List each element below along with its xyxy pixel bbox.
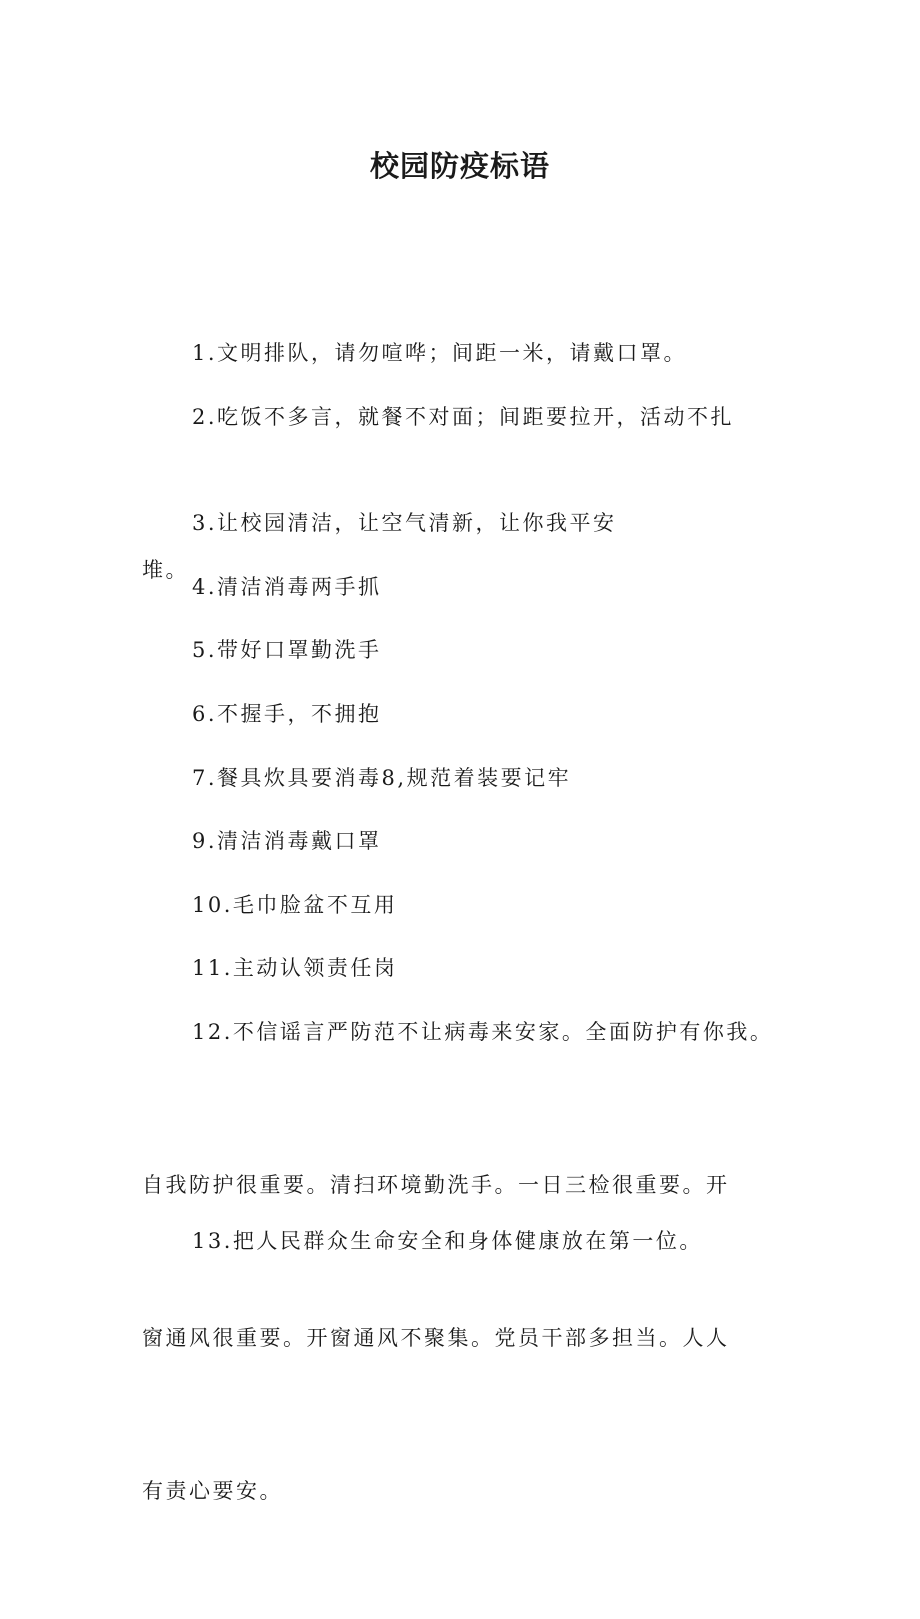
slogan-line: 13.把人民群众生命安全和身体健康放在第一位。	[192, 1229, 703, 1253]
slogan-item-13	[142, 1114, 802, 1369]
slogan-line: 自我防护很重要。清扫环境勤洗手。一日三检很重要。开	[142, 1173, 730, 1197]
slogan-line: 11.主动认领责任岗	[192, 956, 398, 980]
slogan-line: 5.带好口罩勤洗手	[192, 638, 382, 662]
slogan-line: 3.让校园清洁，让空气清新，让你我平安	[192, 511, 617, 535]
slogan-line: 10.毛巾脸盆不互用	[192, 893, 398, 917]
document-title: 校园防疫标语	[369, 149, 550, 183]
slogan-line: 6.不握手，不拥抱	[192, 702, 382, 726]
slogan-line: 4.清洁消毒两手抓	[192, 575, 382, 599]
slogan-line: 12.不信谣言严防范不让病毒来安家。全面防护有你我。	[192, 1020, 774, 1044]
slogan-line: 9.清洁消毒戴口罩	[192, 829, 382, 853]
slogan-line: 有责心要安。	[142, 1479, 283, 1503]
slogan-line: 7.餐具炊具要消毒8,规范着装要记牢	[192, 766, 572, 790]
slogan-line: 1.文明排队，请勿喧哗；间距一米，请戴口罩。	[192, 341, 688, 365]
slogan-line: 堆。	[142, 558, 189, 582]
slogan-line: 窗通风很重要。开窗通风不聚集。党员干部多担当。人人	[142, 1326, 730, 1350]
slogan-line: 2.吃饭不多言，就餐不对面；间距要拉开，活动不扎	[192, 405, 735, 429]
